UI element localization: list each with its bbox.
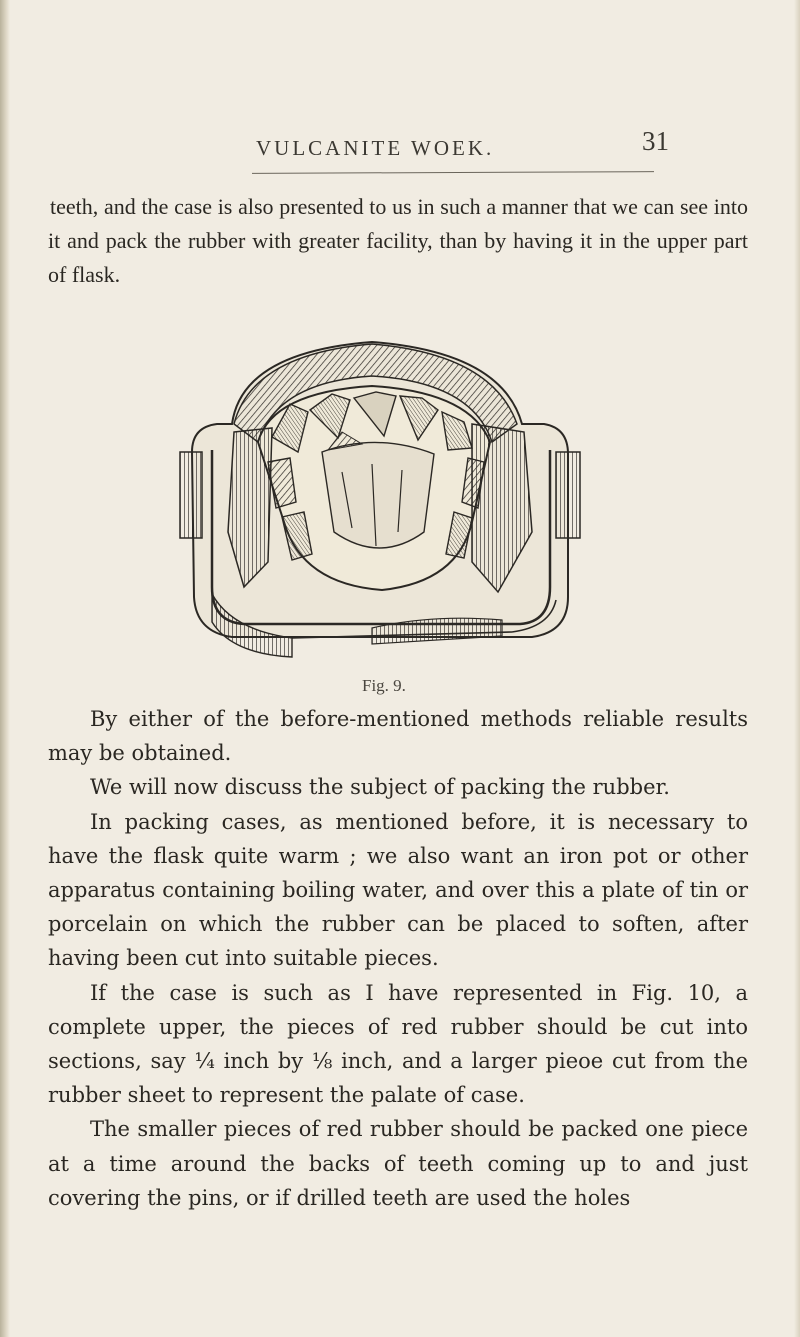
page-right-edge xyxy=(794,0,800,1337)
paragraph-4: If the case is such as I have represented in Fig. 10, a complete upper, the pieces of red rubber should be cut into sections, say ¼ inch by ⅛ inch, and a larger pieoe cut from the rubber sheet to represent the palate of case. xyxy=(48,980,748,1108)
figure-illustration xyxy=(172,332,592,672)
paragraph-3: In packing cases, as mentioned before, it is necessary to have the flask quite warm ; we also want an iron pot or other apparatus containing boiling water, and over this a plate of tin or porcelain on which the rubber can be placed to soften, after having been cut into suitable pieces. xyxy=(48,809,748,971)
running-head xyxy=(0,126,800,164)
paragraph-1: By either of the before-mentioned methods reliable results may be obtained. xyxy=(48,707,748,766)
main-text-block xyxy=(48,702,748,1215)
running-title: VULCANITE WOEK. xyxy=(256,136,495,160)
dental-flask-icon xyxy=(172,332,592,672)
page-binding-edge xyxy=(0,0,10,1337)
paragraph-5: The smaller pieces of red rubber should be packed one piece at a time around the backs of teeth coming up to and just covering the pins, or if drilled teeth are used the holes xyxy=(48,1117,748,1210)
figure-caption: Fig. 9. xyxy=(362,676,406,695)
page-number: 31 xyxy=(642,126,669,156)
opening-paragraph-block xyxy=(48,190,748,292)
opening-paragraph: teeth, and the case is also presented to us in such a manner that we can see into it and pack the rubber with greater facility, than by having it in the upper part of flask. xyxy=(48,194,748,287)
paragraph-2: We will now discuss the subject of packing the rubber. xyxy=(90,775,670,800)
header-rule xyxy=(252,171,654,174)
